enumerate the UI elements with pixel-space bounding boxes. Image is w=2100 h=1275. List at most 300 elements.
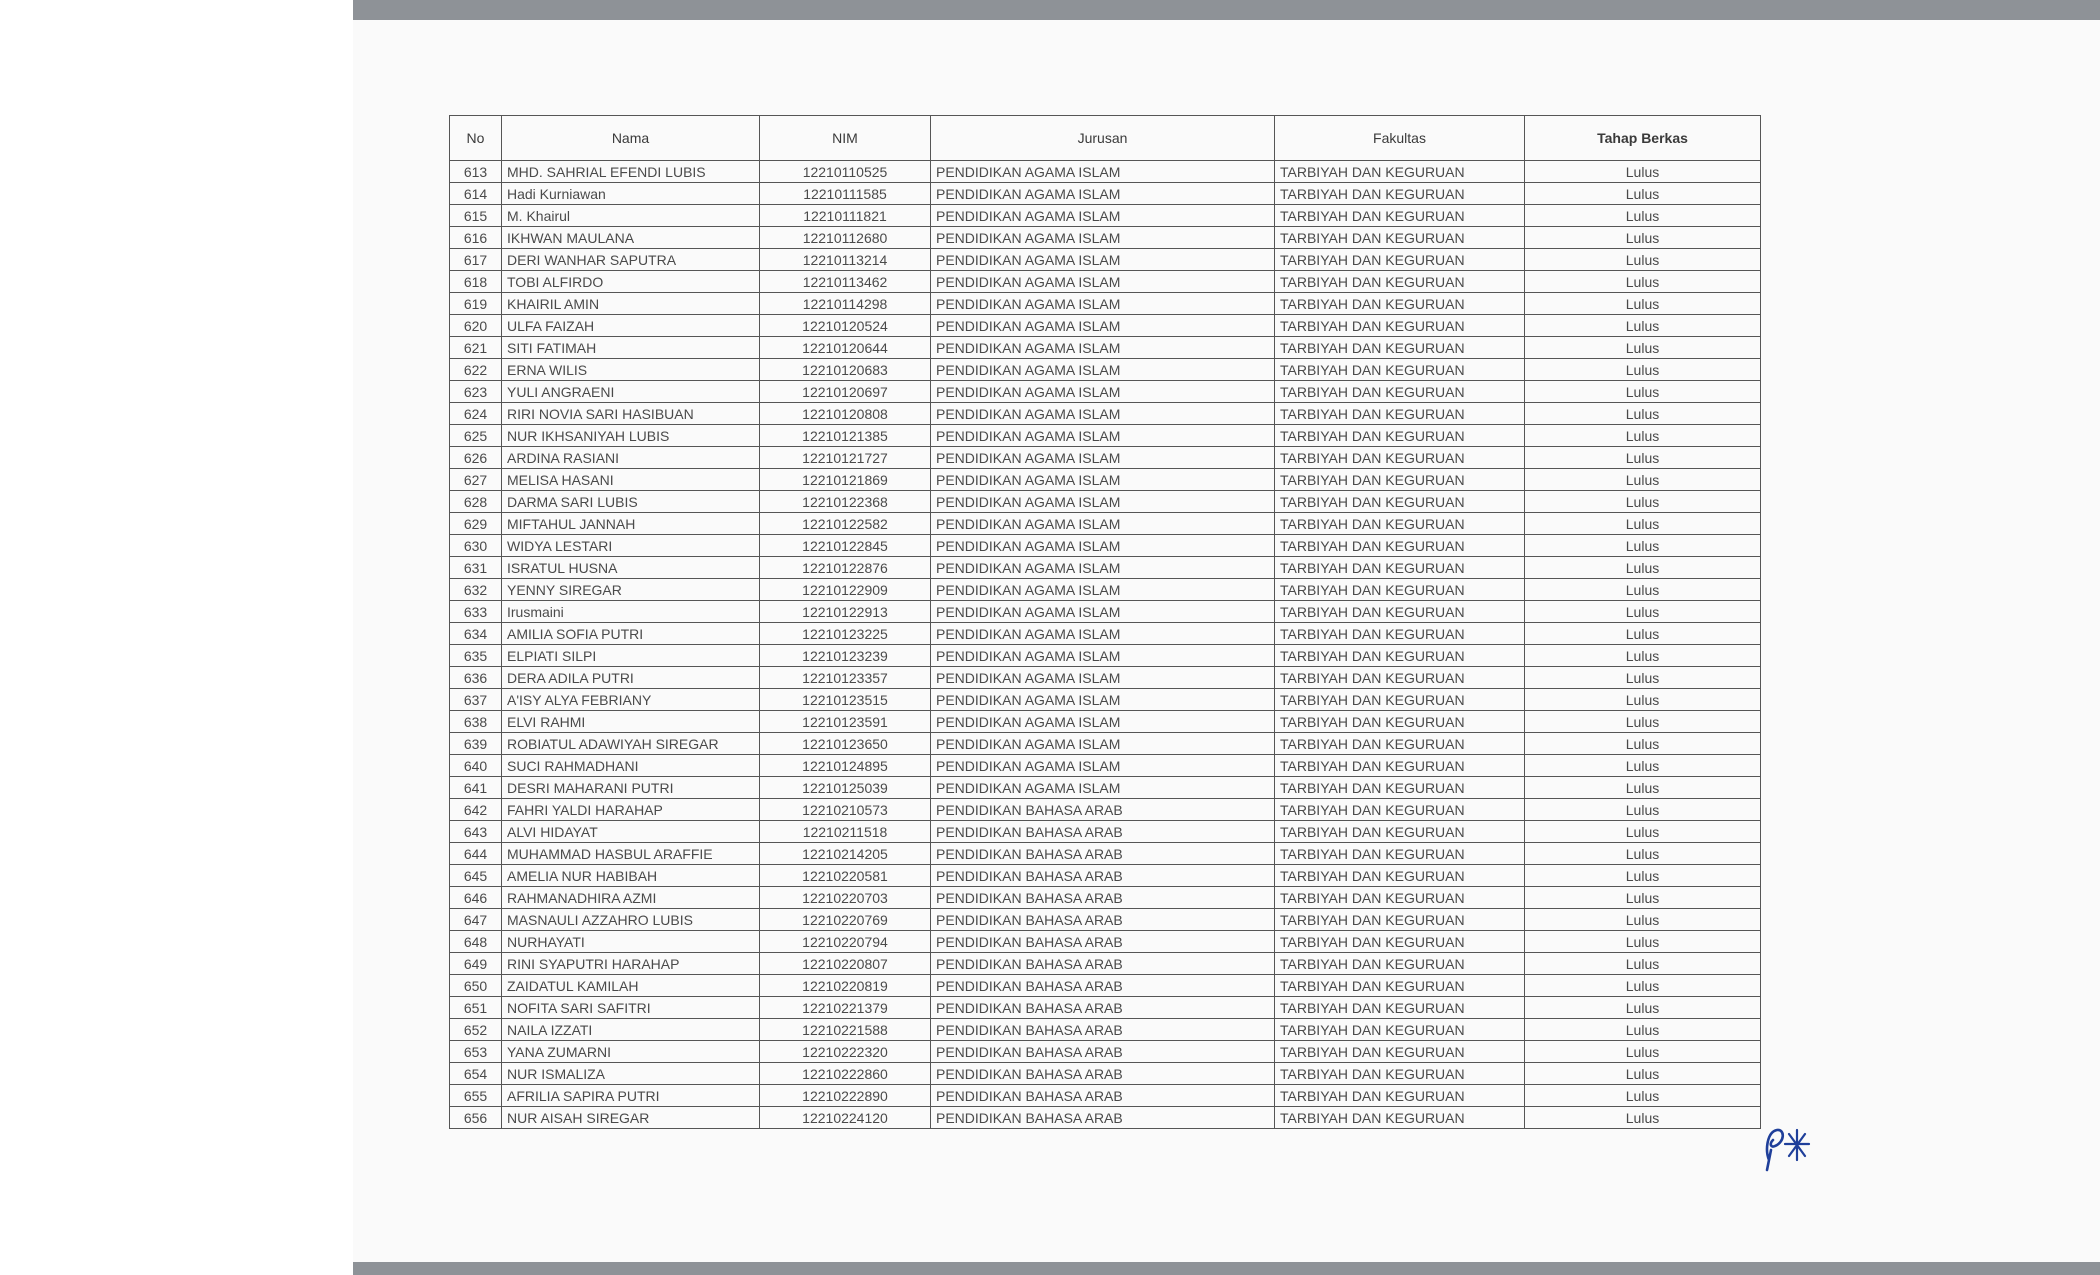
cell-jurusan: PENDIDIKAN AGAMA ISLAM — [931, 249, 1275, 271]
cell-tahap-berkas: Lulus — [1525, 755, 1761, 777]
cell-no: 646 — [450, 887, 502, 909]
cell-tahap-berkas: Lulus — [1525, 821, 1761, 843]
cell-fakultas: TARBIYAH DAN KEGURUAN — [1275, 601, 1525, 623]
cell-nama: AFRILIA SAPIRA PUTRI — [502, 1085, 760, 1107]
header-fakultas: Fakultas — [1275, 116, 1525, 161]
cell-nim: 12210122913 — [760, 601, 931, 623]
cell-nim: 12210220807 — [760, 953, 931, 975]
cell-no: 637 — [450, 689, 502, 711]
cell-nim: 12210122368 — [760, 491, 931, 513]
cell-jurusan: PENDIDIKAN BAHASA ARAB — [931, 953, 1275, 975]
cell-nama: YULI ANGRAENI — [502, 381, 760, 403]
table-row — [450, 337, 1761, 359]
table-row — [450, 997, 1761, 1019]
table-row — [450, 645, 1761, 667]
table-row — [450, 227, 1761, 249]
cell-fakultas: TARBIYAH DAN KEGURUAN — [1275, 1019, 1525, 1041]
cell-nama: KHAIRIL AMIN — [502, 293, 760, 315]
cell-nama: DESRI MAHARANI PUTRI — [502, 777, 760, 799]
cell-nama: ULFA FAIZAH — [502, 315, 760, 337]
cell-tahap-berkas: Lulus — [1525, 645, 1761, 667]
cell-jurusan: PENDIDIKAN AGAMA ISLAM — [931, 777, 1275, 799]
cell-nim: 12210111585 — [760, 183, 931, 205]
cell-nama: DARMA SARI LUBIS — [502, 491, 760, 513]
table-row — [450, 491, 1761, 513]
cell-fakultas: TARBIYAH DAN KEGURUAN — [1275, 447, 1525, 469]
cell-nim: 12210123239 — [760, 645, 931, 667]
cell-jurusan: PENDIDIKAN AGAMA ISLAM — [931, 667, 1275, 689]
cell-no: 623 — [450, 381, 502, 403]
cell-nama: ALVI HIDAYAT — [502, 821, 760, 843]
cell-nim: 12210224120 — [760, 1107, 931, 1129]
cell-tahap-berkas: Lulus — [1525, 447, 1761, 469]
cell-nama: WIDYA LESTARI — [502, 535, 760, 557]
cell-jurusan: PENDIDIKAN AGAMA ISLAM — [931, 271, 1275, 293]
cell-tahap-berkas: Lulus — [1525, 161, 1761, 183]
cell-fakultas: TARBIYAH DAN KEGURUAN — [1275, 579, 1525, 601]
table-row — [450, 1019, 1761, 1041]
cell-no: 641 — [450, 777, 502, 799]
cell-tahap-berkas: Lulus — [1525, 1019, 1761, 1041]
cell-nama: RIRI NOVIA SARI HASIBUAN — [502, 403, 760, 425]
cell-fakultas: TARBIYAH DAN KEGURUAN — [1275, 315, 1525, 337]
cell-fakultas: TARBIYAH DAN KEGURUAN — [1275, 1107, 1525, 1129]
header-jurusan: Jurusan — [931, 116, 1275, 161]
cell-nim: 12210123515 — [760, 689, 931, 711]
cell-no: 644 — [450, 843, 502, 865]
cell-jurusan: PENDIDIKAN BAHASA ARAB — [931, 843, 1275, 865]
cell-jurusan: PENDIDIKAN AGAMA ISLAM — [931, 579, 1275, 601]
cell-nim: 12210122909 — [760, 579, 931, 601]
cell-jurusan: PENDIDIKAN BAHASA ARAB — [931, 799, 1275, 821]
cell-tahap-berkas: Lulus — [1525, 667, 1761, 689]
cell-no: 643 — [450, 821, 502, 843]
cell-tahap-berkas: Lulus — [1525, 997, 1761, 1019]
cell-fakultas: TARBIYAH DAN KEGURUAN — [1275, 469, 1525, 491]
table-row — [450, 623, 1761, 645]
table-row — [450, 755, 1761, 777]
table-row — [450, 535, 1761, 557]
cell-fakultas: TARBIYAH DAN KEGURUAN — [1275, 931, 1525, 953]
cell-tahap-berkas: Lulus — [1525, 931, 1761, 953]
cell-no: 629 — [450, 513, 502, 535]
cell-nim: 12210211518 — [760, 821, 931, 843]
cell-no: 634 — [450, 623, 502, 645]
cell-fakultas: TARBIYAH DAN KEGURUAN — [1275, 403, 1525, 425]
cell-nim: 12210120644 — [760, 337, 931, 359]
cell-no: 649 — [450, 953, 502, 975]
cell-tahap-berkas: Lulus — [1525, 799, 1761, 821]
cell-nim: 12210112680 — [760, 227, 931, 249]
cell-no: 638 — [450, 711, 502, 733]
cell-fakultas: TARBIYAH DAN KEGURUAN — [1275, 183, 1525, 205]
cell-nim: 12210123225 — [760, 623, 931, 645]
cell-tahap-berkas: Lulus — [1525, 601, 1761, 623]
cell-jurusan: PENDIDIKAN BAHASA ARAB — [931, 1107, 1275, 1129]
cell-nim: 12210220819 — [760, 975, 931, 997]
cell-nim: 12210220581 — [760, 865, 931, 887]
cell-fakultas: TARBIYAH DAN KEGURUAN — [1275, 1041, 1525, 1063]
graduation-table — [449, 115, 1761, 1129]
cell-nama: RAHMANADHIRA AZMI — [502, 887, 760, 909]
cell-tahap-berkas: Lulus — [1525, 381, 1761, 403]
cell-nim: 12210222320 — [760, 1041, 931, 1063]
cell-fakultas: TARBIYAH DAN KEGURUAN — [1275, 1085, 1525, 1107]
table-row — [450, 601, 1761, 623]
cell-nim: 12210113214 — [760, 249, 931, 271]
cell-jurusan: PENDIDIKAN AGAMA ISLAM — [931, 689, 1275, 711]
cell-no: 656 — [450, 1107, 502, 1129]
cell-fakultas: TARBIYAH DAN KEGURUAN — [1275, 161, 1525, 183]
cell-jurusan: PENDIDIKAN AGAMA ISLAM — [931, 359, 1275, 381]
table-row — [450, 183, 1761, 205]
cell-nim: 12210220794 — [760, 931, 931, 953]
cell-tahap-berkas: Lulus — [1525, 359, 1761, 381]
cell-jurusan: PENDIDIKAN BAHASA ARAB — [931, 931, 1275, 953]
cell-tahap-berkas: Lulus — [1525, 469, 1761, 491]
cell-nim: 12210120697 — [760, 381, 931, 403]
cell-tahap-berkas: Lulus — [1525, 491, 1761, 513]
cell-jurusan: PENDIDIKAN AGAMA ISLAM — [931, 491, 1275, 513]
table-row — [450, 1063, 1761, 1085]
cell-fakultas: TARBIYAH DAN KEGURUAN — [1275, 997, 1525, 1019]
cell-nama: ERNA WILIS — [502, 359, 760, 381]
cell-jurusan: PENDIDIKAN AGAMA ISLAM — [931, 183, 1275, 205]
cell-fakultas: TARBIYAH DAN KEGURUAN — [1275, 337, 1525, 359]
cell-no: 618 — [450, 271, 502, 293]
cell-fakultas: TARBIYAH DAN KEGURUAN — [1275, 843, 1525, 865]
table-row — [450, 315, 1761, 337]
cell-nim: 12210122845 — [760, 535, 931, 557]
cell-nim: 12210122582 — [760, 513, 931, 535]
header-tahap-berkas: Tahap Berkas — [1525, 116, 1761, 161]
table-row — [450, 469, 1761, 491]
table-row — [450, 733, 1761, 755]
table-row — [450, 909, 1761, 931]
cell-fakultas: TARBIYAH DAN KEGURUAN — [1275, 711, 1525, 733]
cell-fakultas: TARBIYAH DAN KEGURUAN — [1275, 667, 1525, 689]
cell-nim: 12210122876 — [760, 557, 931, 579]
table-row — [450, 293, 1761, 315]
cell-no: 633 — [450, 601, 502, 623]
header-no: No — [450, 116, 502, 161]
table-row — [450, 689, 1761, 711]
cell-nama: YANA ZUMARNI — [502, 1041, 760, 1063]
cell-no: 625 — [450, 425, 502, 447]
cell-no: 645 — [450, 865, 502, 887]
cell-tahap-berkas: Lulus — [1525, 777, 1761, 799]
cell-tahap-berkas: Lulus — [1525, 887, 1761, 909]
table-row — [450, 403, 1761, 425]
cell-fakultas: TARBIYAH DAN KEGURUAN — [1275, 975, 1525, 997]
header-nim: NIM — [760, 116, 931, 161]
cell-jurusan: PENDIDIKAN BAHASA ARAB — [931, 909, 1275, 931]
cell-nama: YENNY SIREGAR — [502, 579, 760, 601]
cell-no: 615 — [450, 205, 502, 227]
cell-jurusan: PENDIDIKAN AGAMA ISLAM — [931, 755, 1275, 777]
cell-fakultas: TARBIYAH DAN KEGURUAN — [1275, 777, 1525, 799]
cell-jurusan: PENDIDIKAN AGAMA ISLAM — [931, 623, 1275, 645]
cell-nama: AMELIA NUR HABIBAH — [502, 865, 760, 887]
cell-nim: 12210125039 — [760, 777, 931, 799]
cell-fakultas: TARBIYAH DAN KEGURUAN — [1275, 887, 1525, 909]
cell-nama: MHD. SAHRIAL EFENDI LUBIS — [502, 161, 760, 183]
cell-nim: 12210214205 — [760, 843, 931, 865]
cell-jurusan: PENDIDIKAN AGAMA ISLAM — [931, 557, 1275, 579]
cell-nama: FAHRI YALDI HARAHAP — [502, 799, 760, 821]
cell-no: 655 — [450, 1085, 502, 1107]
cell-no: 632 — [450, 579, 502, 601]
cell-nama: NURHAYATI — [502, 931, 760, 953]
cell-no: 650 — [450, 975, 502, 997]
cell-nim: 12210210573 — [760, 799, 931, 821]
cell-tahap-berkas: Lulus — [1525, 293, 1761, 315]
table-row — [450, 557, 1761, 579]
cell-nama: ZAIDATUL KAMILAH — [502, 975, 760, 997]
cell-nim: 12210221588 — [760, 1019, 931, 1041]
cell-nim: 12210110525 — [760, 161, 931, 183]
table-row — [450, 447, 1761, 469]
cell-no: 640 — [450, 755, 502, 777]
cell-tahap-berkas: Lulus — [1525, 183, 1761, 205]
cell-no: 651 — [450, 997, 502, 1019]
cell-jurusan: PENDIDIKAN AGAMA ISLAM — [931, 227, 1275, 249]
cell-jurusan: PENDIDIKAN BAHASA ARAB — [931, 1041, 1275, 1063]
cell-nama: NOFITA SARI SAFITRI — [502, 997, 760, 1019]
cell-no: 628 — [450, 491, 502, 513]
cell-fakultas: TARBIYAH DAN KEGURUAN — [1275, 491, 1525, 513]
cell-jurusan: PENDIDIKAN AGAMA ISLAM — [931, 205, 1275, 227]
cell-nama: SUCI RAHMADHANI — [502, 755, 760, 777]
cell-no: 652 — [450, 1019, 502, 1041]
cell-tahap-berkas: Lulus — [1525, 579, 1761, 601]
cell-jurusan: PENDIDIKAN AGAMA ISLAM — [931, 293, 1275, 315]
cell-no: 613 — [450, 161, 502, 183]
cell-no: 616 — [450, 227, 502, 249]
table-row — [450, 953, 1761, 975]
cell-jurusan: PENDIDIKAN BAHASA ARAB — [931, 975, 1275, 997]
cell-fakultas: TARBIYAH DAN KEGURUAN — [1275, 425, 1525, 447]
cell-tahap-berkas: Lulus — [1525, 1107, 1761, 1129]
cell-jurusan: PENDIDIKAN AGAMA ISLAM — [931, 513, 1275, 535]
cell-fakultas: TARBIYAH DAN KEGURUAN — [1275, 381, 1525, 403]
table-row — [450, 887, 1761, 909]
cell-nama: M. Khairul — [502, 205, 760, 227]
cell-nama: NUR IKHSANIYAH LUBIS — [502, 425, 760, 447]
cell-nama: MELISA HASANI — [502, 469, 760, 491]
cell-tahap-berkas: Lulus — [1525, 403, 1761, 425]
cell-nim: 12210121385 — [760, 425, 931, 447]
cell-jurusan: PENDIDIKAN AGAMA ISLAM — [931, 381, 1275, 403]
cell-nim: 12210123357 — [760, 667, 931, 689]
cell-fakultas: TARBIYAH DAN KEGURUAN — [1275, 755, 1525, 777]
cell-no: 619 — [450, 293, 502, 315]
cell-jurusan: PENDIDIKAN AGAMA ISLAM — [931, 535, 1275, 557]
cell-jurusan: PENDIDIKAN AGAMA ISLAM — [931, 337, 1275, 359]
cell-tahap-berkas: Lulus — [1525, 227, 1761, 249]
cell-nama: AMILIA SOFIA PUTRI — [502, 623, 760, 645]
cell-fakultas: TARBIYAH DAN KEGURUAN — [1275, 359, 1525, 381]
cell-no: 648 — [450, 931, 502, 953]
cell-no: 647 — [450, 909, 502, 931]
cell-jurusan: PENDIDIKAN AGAMA ISLAM — [931, 315, 1275, 337]
cell-fakultas: TARBIYAH DAN KEGURUAN — [1275, 271, 1525, 293]
cell-nama: ELVI RAHMI — [502, 711, 760, 733]
cell-nim: 12210220769 — [760, 909, 931, 931]
table-header — [450, 116, 1761, 161]
cell-no: 627 — [450, 469, 502, 491]
cell-nim: 12210222890 — [760, 1085, 931, 1107]
cell-fakultas: TARBIYAH DAN KEGURUAN — [1275, 909, 1525, 931]
table-body — [450, 161, 1761, 1129]
cell-nama: NUR ISMALIZA — [502, 1063, 760, 1085]
cell-jurusan: PENDIDIKAN BAHASA ARAB — [931, 1085, 1275, 1107]
cell-fakultas: TARBIYAH DAN KEGURUAN — [1275, 535, 1525, 557]
table-row — [450, 711, 1761, 733]
cell-no: 617 — [450, 249, 502, 271]
cell-nama: SITI FATIMAH — [502, 337, 760, 359]
cell-no: 630 — [450, 535, 502, 557]
cell-fakultas: TARBIYAH DAN KEGURUAN — [1275, 249, 1525, 271]
cell-fakultas: TARBIYAH DAN KEGURUAN — [1275, 623, 1525, 645]
cell-no: 620 — [450, 315, 502, 337]
cell-jurusan: PENDIDIKAN AGAMA ISLAM — [931, 645, 1275, 667]
cell-no: 631 — [450, 557, 502, 579]
cell-fakultas: TARBIYAH DAN KEGURUAN — [1275, 733, 1525, 755]
cell-tahap-berkas: Lulus — [1525, 337, 1761, 359]
cell-tahap-berkas: Lulus — [1525, 205, 1761, 227]
cell-tahap-berkas: Lulus — [1525, 513, 1761, 535]
cell-nama: Hadi Kurniawan — [502, 183, 760, 205]
left-margin — [0, 0, 353, 1275]
table-row — [450, 843, 1761, 865]
cell-tahap-berkas: Lulus — [1525, 535, 1761, 557]
table-row — [450, 667, 1761, 689]
table-row — [450, 359, 1761, 381]
cell-nama: RINI SYAPUTRI HARAHAP — [502, 953, 760, 975]
cell-fakultas: TARBIYAH DAN KEGURUAN — [1275, 227, 1525, 249]
cell-no: 614 — [450, 183, 502, 205]
cell-nim: 12210123650 — [760, 733, 931, 755]
cell-no: 624 — [450, 403, 502, 425]
cell-nim: 12210123591 — [760, 711, 931, 733]
cell-tahap-berkas: Lulus — [1525, 953, 1761, 975]
scan-top-edge — [353, 0, 2100, 20]
cell-nama: MIFTAHUL JANNAH — [502, 513, 760, 535]
cell-nim: 12210221379 — [760, 997, 931, 1019]
table-row — [450, 975, 1761, 997]
cell-tahap-berkas: Lulus — [1525, 249, 1761, 271]
cell-nim: 12210113462 — [760, 271, 931, 293]
cell-tahap-berkas: Lulus — [1525, 909, 1761, 931]
cell-tahap-berkas: Lulus — [1525, 1063, 1761, 1085]
cell-fakultas: TARBIYAH DAN KEGURUAN — [1275, 1063, 1525, 1085]
cell-nim: 12210222860 — [760, 1063, 931, 1085]
cell-nama: TOBI ALFIRDO — [502, 271, 760, 293]
cell-nim: 12210121869 — [760, 469, 931, 491]
cell-nama: ARDINA RASIANI — [502, 447, 760, 469]
cell-no: 639 — [450, 733, 502, 755]
cell-fakultas: TARBIYAH DAN KEGURUAN — [1275, 799, 1525, 821]
cell-tahap-berkas: Lulus — [1525, 865, 1761, 887]
cell-jurusan: PENDIDIKAN AGAMA ISLAM — [931, 711, 1275, 733]
cell-no: 635 — [450, 645, 502, 667]
cell-jurusan: PENDIDIKAN AGAMA ISLAM — [931, 733, 1275, 755]
cell-tahap-berkas: Lulus — [1525, 557, 1761, 579]
table-row — [450, 1085, 1761, 1107]
cell-nama: A'ISY ALYA FEBRIANY — [502, 689, 760, 711]
table-row — [450, 799, 1761, 821]
cell-no: 653 — [450, 1041, 502, 1063]
table-row — [450, 1107, 1761, 1129]
cell-jurusan: PENDIDIKAN BAHASA ARAB — [931, 1063, 1275, 1085]
cell-no: 636 — [450, 667, 502, 689]
cell-jurusan: PENDIDIKAN AGAMA ISLAM — [931, 403, 1275, 425]
cell-no: 622 — [450, 359, 502, 381]
cell-tahap-berkas: Lulus — [1525, 689, 1761, 711]
cell-nama: DERI WANHAR SAPUTRA — [502, 249, 760, 271]
scan-bottom-edge — [353, 1262, 2100, 1275]
cell-jurusan: PENDIDIKAN AGAMA ISLAM — [931, 425, 1275, 447]
initials-signature-icon — [1755, 1120, 1815, 1175]
cell-nim: 12210114298 — [760, 293, 931, 315]
cell-jurusan: PENDIDIKAN BAHASA ARAB — [931, 821, 1275, 843]
cell-fakultas: TARBIYAH DAN KEGURUAN — [1275, 205, 1525, 227]
cell-nim: 12210111821 — [760, 205, 931, 227]
table-row — [450, 821, 1761, 843]
cell-no: 642 — [450, 799, 502, 821]
table-row — [450, 1041, 1761, 1063]
cell-fakultas: TARBIYAH DAN KEGURUAN — [1275, 689, 1525, 711]
cell-fakultas: TARBIYAH DAN KEGURUAN — [1275, 821, 1525, 843]
cell-nim: 12210120524 — [760, 315, 931, 337]
cell-nama: ELPIATI SILPI — [502, 645, 760, 667]
cell-nama: MUHAMMAD HASBUL ARAFFIE — [502, 843, 760, 865]
cell-jurusan: PENDIDIKAN AGAMA ISLAM — [931, 447, 1275, 469]
cell-nim: 12210220703 — [760, 887, 931, 909]
cell-tahap-berkas: Lulus — [1525, 271, 1761, 293]
cell-nim: 12210124895 — [760, 755, 931, 777]
cell-jurusan: PENDIDIKAN BAHASA ARAB — [931, 997, 1275, 1019]
cell-tahap-berkas: Lulus — [1525, 623, 1761, 645]
table-row — [450, 425, 1761, 447]
cell-tahap-berkas: Lulus — [1525, 425, 1761, 447]
cell-nama: NAILA IZZATI — [502, 1019, 760, 1041]
cell-tahap-berkas: Lulus — [1525, 711, 1761, 733]
header-row — [450, 116, 1761, 161]
cell-no: 621 — [450, 337, 502, 359]
table-row — [450, 205, 1761, 227]
cell-jurusan: PENDIDIKAN AGAMA ISLAM — [931, 161, 1275, 183]
table-row — [450, 579, 1761, 601]
cell-tahap-berkas: Lulus — [1525, 733, 1761, 755]
cell-nama: ISRATUL HUSNA — [502, 557, 760, 579]
cell-jurusan: PENDIDIKAN BAHASA ARAB — [931, 1019, 1275, 1041]
cell-tahap-berkas: Lulus — [1525, 975, 1761, 997]
cell-nama: NUR AISAH SIREGAR — [502, 1107, 760, 1129]
cell-nim: 12210120683 — [760, 359, 931, 381]
cell-nama: Irusmaini — [502, 601, 760, 623]
cell-jurusan: PENDIDIKAN BAHASA ARAB — [931, 865, 1275, 887]
cell-fakultas: TARBIYAH DAN KEGURUAN — [1275, 865, 1525, 887]
table-row — [450, 931, 1761, 953]
table-row — [450, 249, 1761, 271]
cell-fakultas: TARBIYAH DAN KEGURUAN — [1275, 293, 1525, 315]
cell-jurusan: PENDIDIKAN AGAMA ISLAM — [931, 601, 1275, 623]
table-row — [450, 381, 1761, 403]
cell-nama: DERA ADILA PUTRI — [502, 667, 760, 689]
header-nama: Nama — [502, 116, 760, 161]
